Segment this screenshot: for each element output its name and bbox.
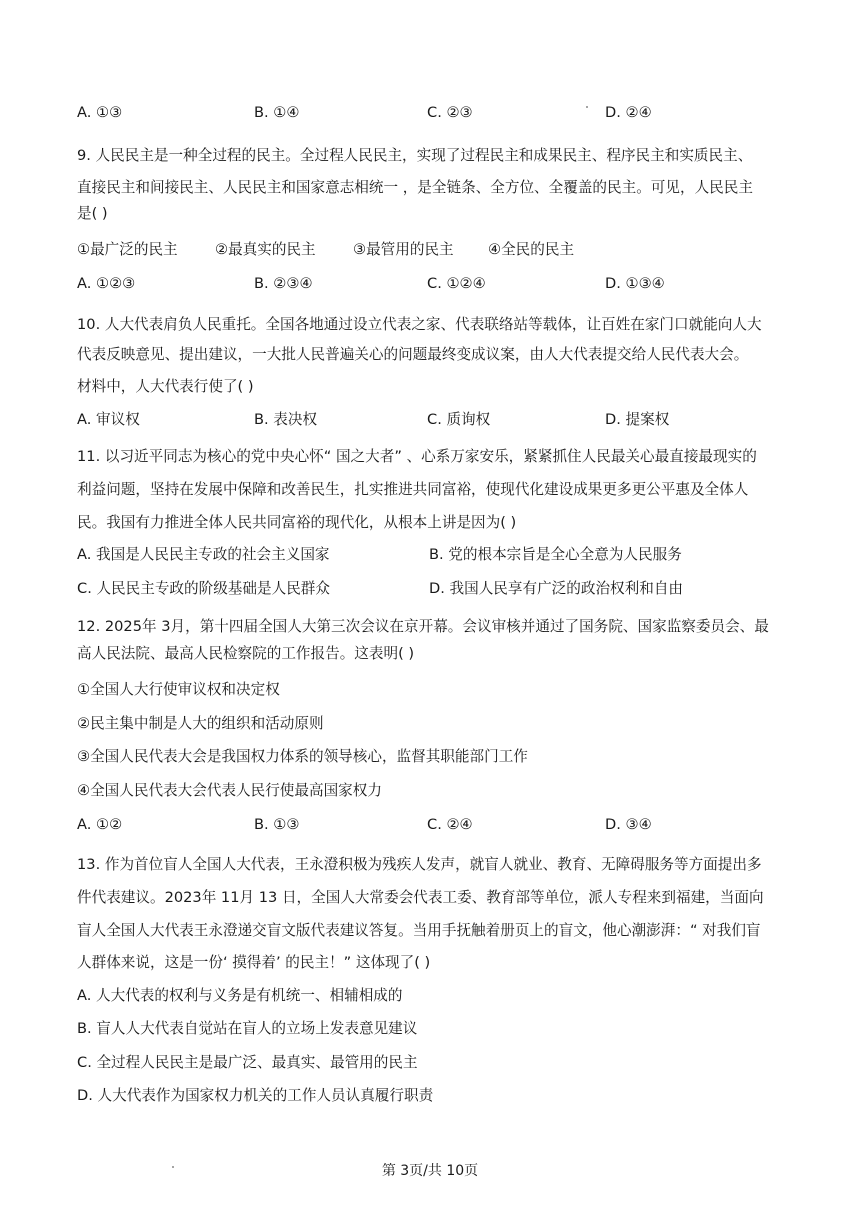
q9-items [77,240,777,260]
q9-option-d[interactable]: D. ①③④ [605,275,665,292]
page-number: 第 3页/共 10页 [381,1163,479,1179]
q12-option-d[interactable]: D. ③④ [605,816,652,833]
q10-option-c[interactable]: C. 质询权 [427,411,491,428]
q8-option-b[interactable]: B. ①④ [254,104,300,121]
q12-option-c[interactable]: C. ②④ [427,816,473,833]
q10-option-d[interactable]: D. 提案权 [605,411,670,428]
q9-item-1: ①最广泛的民主 [77,241,178,258]
q10-options [77,410,777,430]
q11-options-row-2 [77,579,777,599]
q12-item-1: ①全国人大行使审议权和决定权 [77,681,280,698]
q12-options [77,815,777,835]
q9-option-b[interactable]: B. ②③④ [254,275,313,292]
q9-stem-line-2: 直接民主和间接民主、人民民主和国家意志相统一 ，是全链条、全方位、全覆盖的民主。可见，人民民主 [77,179,753,196]
q12-option-b[interactable]: B. ①③ [254,816,300,833]
scan-speck [586,106,588,108]
q11-option-d[interactable]: D. 我国人民享有广泛的政治权利和自由 [429,580,684,597]
q12-stem-line-1: 12. 2025年 3月，第十四届全国人大第三次会议在京开幕。会议审核并通过了国务院、国家监察委员会、最 [77,618,769,635]
q13-option-b[interactable]: B. 盲人人大代表自觉站在盲人的立场上发表意见建议 [77,1020,418,1037]
q9-stem-line-3: 是( ) [77,205,108,222]
q12-item-3: ③全国人民代表大会是我国权力体系的领导核心，监督其职能部门工作 [77,748,528,765]
q9-option-a[interactable]: A. ①②③ [77,275,136,292]
q9-item-3: ③最管用的民主 [353,241,454,258]
q13-stem-line-1: 13. 作为首位盲人全国人大代表，王永澄积极为残疾人发声，就盲人就业、教育、无障碍服务等方面提出多 [77,856,762,873]
q12-item-4: ④全国人民代表大会代表人民行使最高国家权力 [77,782,382,799]
q9-item-4: ④全民的民主 [488,241,575,258]
q13-option-c[interactable]: C. 全过程人民民主是最广泛、最真实、最管用的民主 [77,1054,418,1071]
q13-stem-line-2: 件代表建议。2023年 11月 13 日，全国人大常委会代表工委、教育部等单位，派人专程来到福建，当面向 [77,889,764,906]
q13-option-d[interactable]: D. 人大代表作为国家权力机关的工作人员认真履行职责 [77,1087,434,1104]
q13-stem-line-4: 人群体来说，这是一份‘ 摸得着’ 的民主！” 这体现了( ) [77,954,431,971]
q10-stem-line-2: 代表反映意见、提出建议，一大批人民普遍关心的问题最终变成议案，由人大代表提交给人民代表大会。 [77,346,749,363]
q10-stem-line-1: 10. 人大代表肩负人民重托。全国各地通过设立代表之家、代表联络站等载体，让百姓在家门口就能向人大 [77,316,762,333]
q11-stem-line-3: 民。我国有力推进全体人民共同富裕的现代化，从根本上讲是因为( ) [77,514,517,531]
q9-options [77,274,777,294]
q11-option-c[interactable]: C. 人民民主专政的阶级基础是人民群众 [77,580,330,597]
q9-item-2: ②最真实的民主 [215,241,316,258]
q10-option-b[interactable]: B. 表决权 [254,411,318,428]
q12-stem-line-2: 高人民法院、最高人民检察院的工作报告。这表明( ) [77,645,415,662]
q8-option-c[interactable]: C. ②③ [427,104,473,121]
q11-stem-line-1: 11. 以习近平同志为核心的党中央心怀“ 国之大者” 、心系万家安乐，紧紧抓住人民最关心最直接最现实的 [77,448,757,465]
q9-option-c[interactable]: C. ①②④ [427,275,486,292]
q12-item-2: ②民主集中制是人大的组织和活动原则 [77,715,324,732]
q12-option-a[interactable]: A. ①② [77,816,123,833]
q8-option-a[interactable]: A. ①③ [77,104,123,121]
q8-options [77,103,777,123]
q10-stem-line-3: 材料中，人大代表行使了( ) [77,378,254,395]
q11-options-row-1 [77,545,777,565]
q8-option-d[interactable]: D. ②④ [605,104,652,121]
q10-option-a[interactable]: A. 审议权 [77,411,140,428]
q11-option-b[interactable]: B. 党的根本宗旨是全心全意为人民服务 [429,546,682,563]
q9-stem-line-1: 9. 人民民主是一种全过程的民主。全过程人民民主，实现了过程民主和成果民主、程序民主和实质民主、 [77,147,753,164]
q11-option-a[interactable]: A. 我国是人民民主专政的社会主义国家 [77,546,330,563]
q11-stem-line-2: 利益问题，坚持在发展中保障和改善民生，扎实推进共同富裕，使现代化建设成果更多更公平惠及全体人 [77,481,749,498]
q13-option-a[interactable]: A. 人大代表的权利与义务是有机统一、相辅相成的 [77,987,403,1004]
q13-stem-line-3: 盲人全国人大代表王永澄递交盲文版代表建议答复。当用手抚触着册页上的盲文，他心潮澎湃：“ 对我们盲 [77,922,761,939]
